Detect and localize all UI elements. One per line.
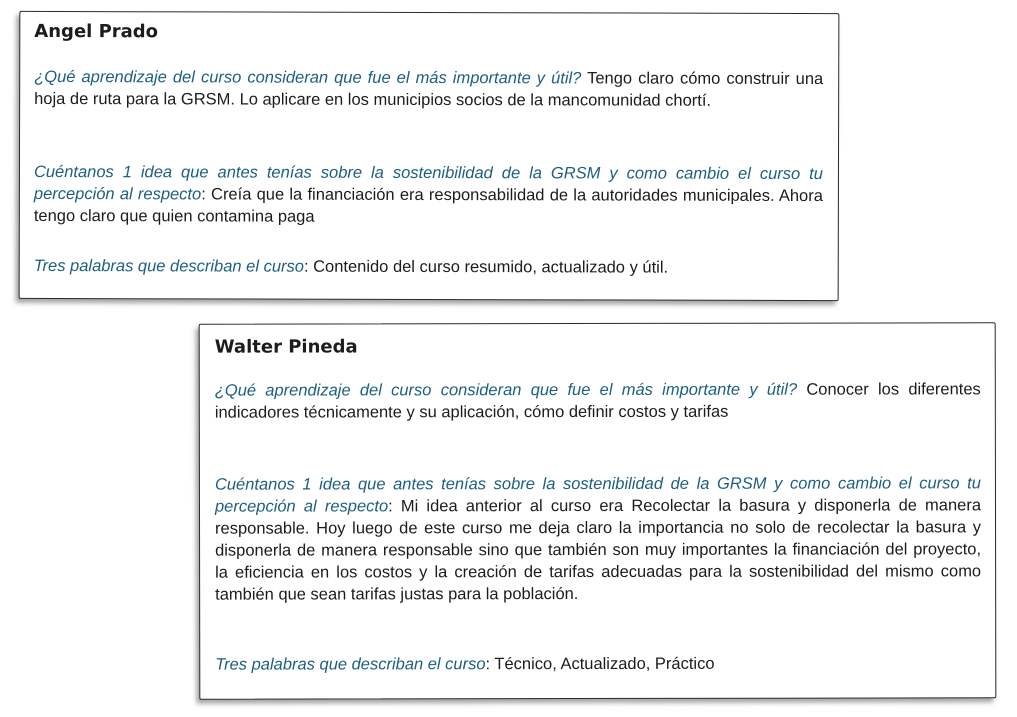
separator: : — [388, 497, 401, 516]
separator: : — [201, 185, 212, 204]
qa-entry-three-words — [34, 255, 823, 279]
question-text: ¿Qué aprendizaje del curso consideran que fue el más importante y útil? — [214, 380, 798, 400]
question-text: ¿Qué aprendizaje del curso consideran que fue el más importante y útil? — [34, 67, 582, 88]
participant-name: Walter Pineda — [214, 336, 358, 358]
question-text: Cuéntanos 1 idea que antes tenías sobre la sostenibilidad de la GRSM y como cambio el curso tu percepción al respecto — [214, 474, 981, 516]
question-text: Tres palabras que describan el curso — [33, 256, 304, 276]
answer-text: Técnico, Actualizado, Práctico — [494, 654, 715, 674]
answer-text: Contenido del curso resumido, actualizado y útil. — [313, 257, 669, 277]
answer-text: Tengo claro cómo construir una hoja de ruta para la GRSM. Lo aplicare en los municipios socios de la mancomunidad chortí. — [34, 69, 824, 110]
question-text: Cuéntanos 1 idea que antes tenías sobre la sostenibilidad de la GRSM y como cambio el curso tu percepción al respecto — [33, 162, 823, 204]
question-text: Tres palabras que describan el curso — [215, 655, 486, 674]
testimonial-card-angel-prado — [19, 11, 840, 301]
separator: : — [303, 257, 314, 276]
answer-text: Mi idea anterior al curso era Recolectar la basura y disponerla de manera responsable. Hoy luego de este curso me deja claro la importancia no solo de recolectar la basura y disponerla de manera responsable sino que también son muy importantes la financiación del proyecto, la eficiencia en los costos y la creación de tarifas adecuadas para la sostenibilidad del mismo como también que sean tarifas justas para la población. — [215, 496, 982, 604]
answer-text: Creía que la financiación era responsabilidad de la autoridades municipales. Ahora tengo claro que quien contamina paga — [33, 185, 823, 226]
testimonial-card-walter-pineda — [199, 322, 997, 699]
separator: : — [485, 655, 495, 674]
qa-entry-most-important-learning — [34, 66, 823, 112]
separator — [797, 381, 806, 399]
qa-entry-perception-change — [215, 472, 981, 605]
participant-name: Angel Prado — [34, 20, 159, 43]
qa-entry-three-words — [215, 652, 981, 675]
answer-text: Conocer los diferentes indicadores técnicamente y su aplicación, cómo definir costos y tarifas — [214, 380, 981, 422]
qa-entry-most-important-learning — [215, 378, 981, 423]
qa-entry-perception-change — [34, 161, 823, 229]
